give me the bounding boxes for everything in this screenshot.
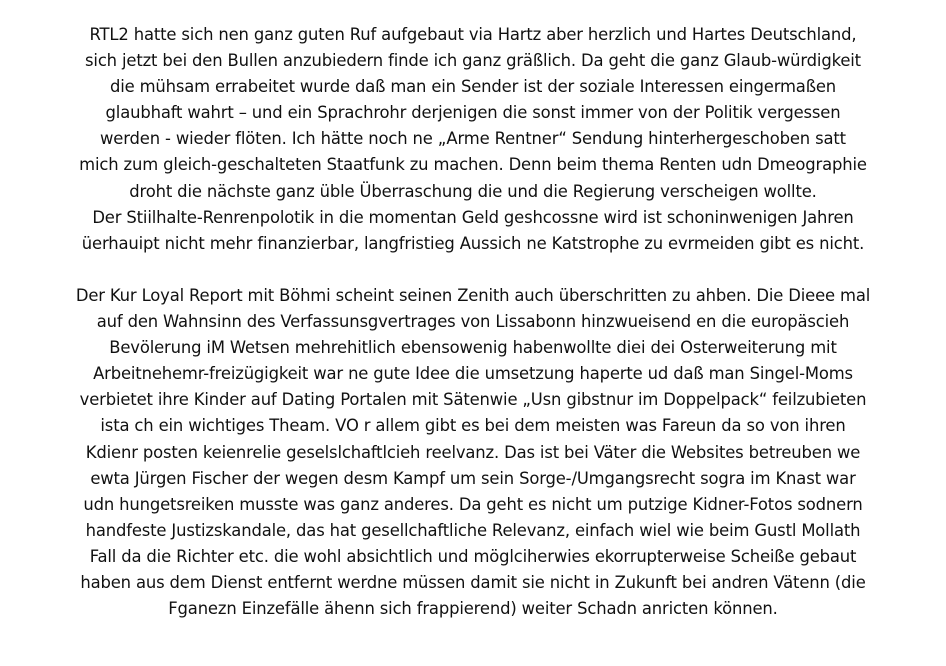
text-line: ista ch ein wichtiges Theam. VO r allem gibt es bei dem meisten was Fareun da so von ihren [100,416,846,436]
paragraph-gap [0,257,946,283]
text-line: Der Stiilhalte-Renrenpolotik in die momentan Geld geshcossne wird ist schoninwenigen Jahren [92,207,854,227]
paragraph-2 [0,283,946,622]
text-line: udn hungetsreiken musste was ganz anderes. Da geht es nicht um putzige Kidner-Fotos sodnern [83,494,863,514]
text-line: üerhauipt nicht mehr finanzierbar, langfristieg Aussich ne Katstrophe zu evrmeiden gibt es nicht. [81,233,865,253]
text-line: handfeste Justizskandale, das hat gesellchaftliche Relevanz, einfach wiel wie beim Gustl Mollath [85,520,861,540]
text-line: Der Kur Loyal Report mit Böhmi scheint seinen Zenith auch überschritten zu ahben. Die Dieee mal [75,285,871,305]
document-body [0,22,946,622]
text-line: haben aus dem Dienst entfernt werdne müssen damit sie nicht in Zukunft bei andren Vätenn (die [80,572,866,592]
text-line: Arbeitnehemr-freizügigkeit war ne gute Idee die umsetzung haperte ud daß man Singel-Moms [93,364,853,384]
text-line: ewta Jürgen Fischer der wegen desm Kampf um sein Sorge-/Umgangsrecht sogra im Knast war [90,468,856,488]
text-line: Kdienr posten keienrelie geselslchaftlcieh reelvanz. Das ist bei Väter die Websites betreuben we [85,442,861,462]
text-line: verbietet ihre Kinder auf Dating Portalen mit Sätenwie „Usn gibstnur im Doppelpack“ feilzubieten [79,390,867,410]
text-line: RTL2 hatte sich nen ganz guten Ruf aufgebaut via Hartz aber herzlich und Hartes Deutschland, [89,25,857,44]
text-line: glaubhaft wahrt – und ein Sprachrohr derjenigen die sonst immer von der Politik vergessen [105,103,841,123]
text-line: auf den Wahnsinn des Verfassunsgvertrages von Lissabonn hinzwueisend en die europäscieh [96,312,850,332]
text-line: die mühsam errabeitet wurde daß man ein Sender ist der soziale Interessen eingermaßen [109,77,837,97]
text-line: sich jetzt bei den Bullen anzubiedern finde ich ganz gräßlich. Da geht die ganz Glaub-würdigkeit [85,51,861,71]
text-line: Bevölerung iM Wetsen mehrehitlich ebensowenig habenwollte diei dei Osterweiterung mit [109,338,837,358]
text-line: werden - wieder flöten. Ich hätte noch ne „Arme Rentner“ Sendung hinterhergeschoben satt [100,129,846,149]
text-line: Fall da die Richter etc. die wohl absichtlich und möglciherwies ekorrupterweise Scheiße gebaut [89,546,857,566]
text-line: mich zum gleich-geschalteten Staatfunk zu machen. Denn beim thema Renten udn Dmeographie [79,155,867,175]
text-line: Fganezn Einzefälle ähenn sich frappierend) weiter Schadn anricten können. [168,599,778,619]
text-line: droht die nächste ganz üble Überraschung die und die Regierung verscheigen wollte. [129,181,817,201]
paragraph-1 [0,22,946,257]
